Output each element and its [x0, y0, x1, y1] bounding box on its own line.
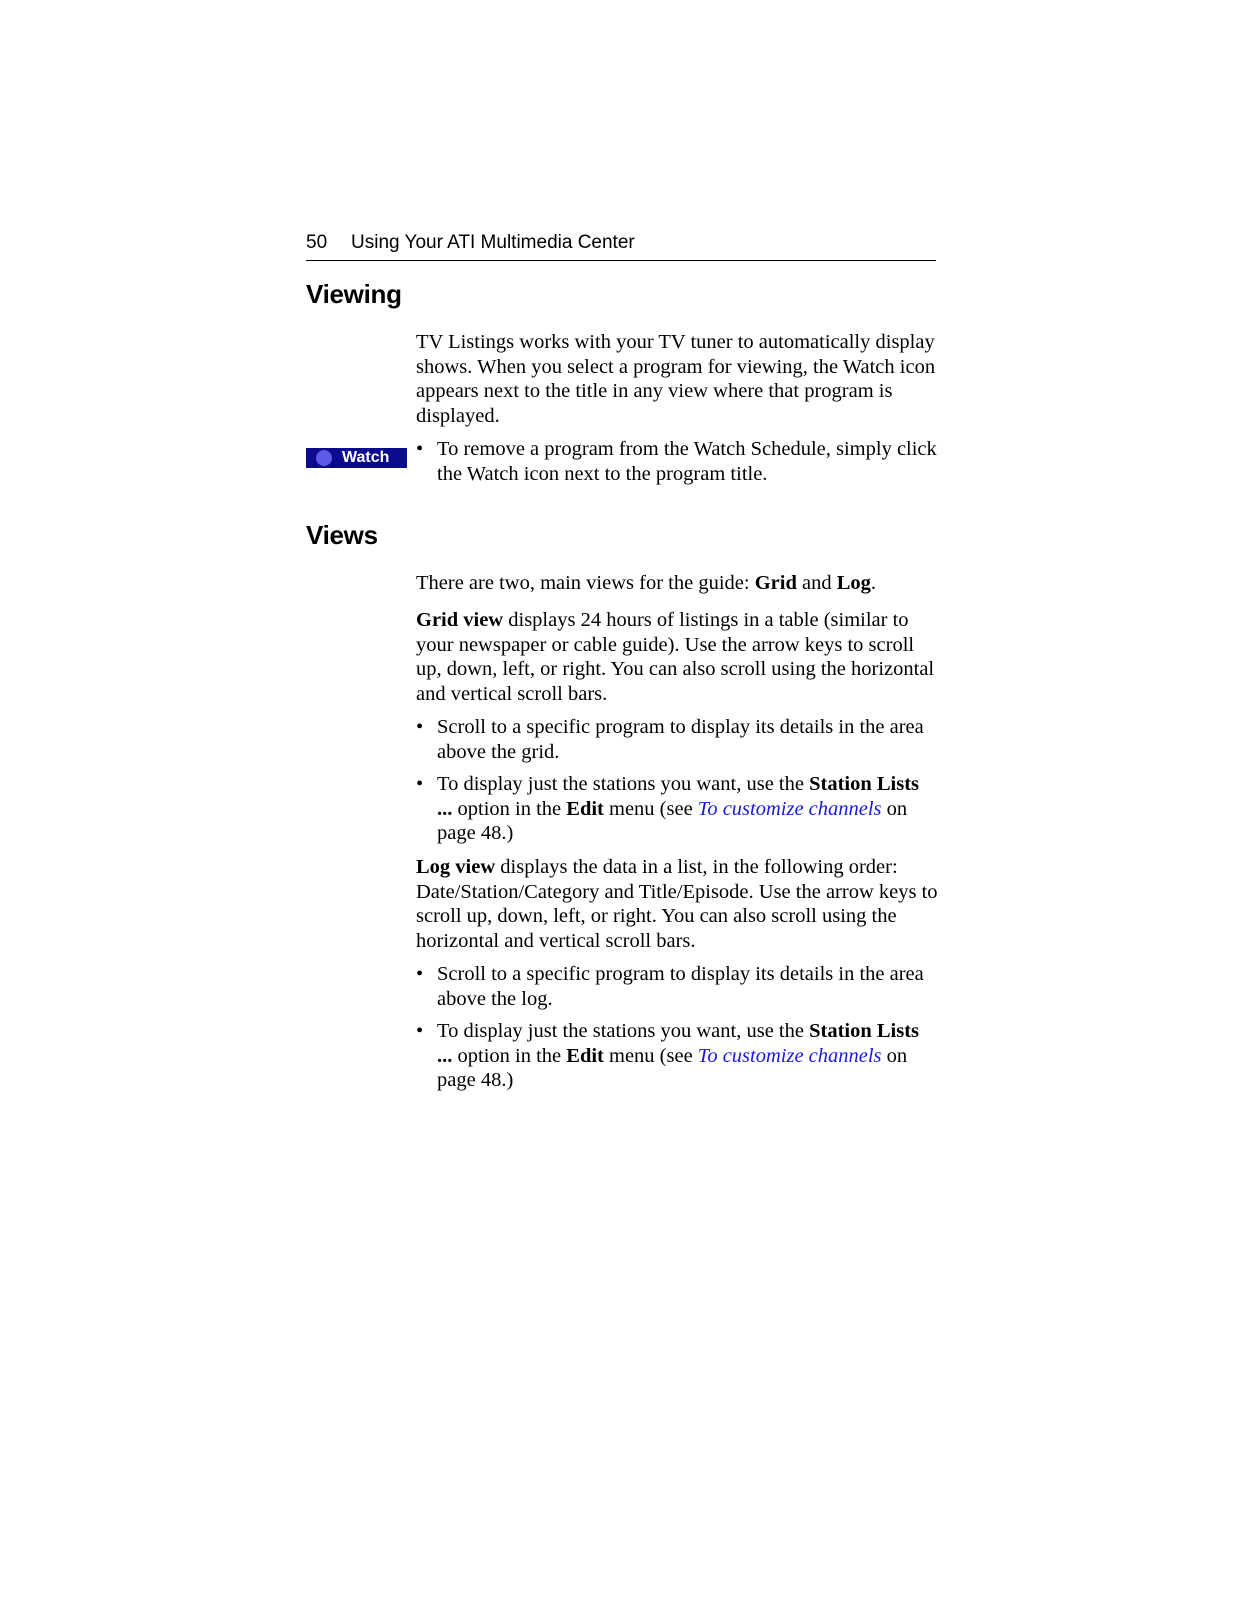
customize-channels-link[interactable]: To customize channels [697, 797, 882, 820]
bullet-dot: • [416, 1020, 424, 1042]
text-run: displays the data in a list, in the following order: Date/Station/Category and Title/Episode. Use the arrow keys to scroll up, down, left, or right. You can also scroll using the horizontal and vertical scroll bars. [416, 856, 938, 952]
watch-icon-label: Watch [342, 449, 390, 466]
grid-view-paragraph [416, 608, 938, 706]
text-run: displays 24 hours of listings in a table (similar to your newspaper or cable guide). Use the arrow keys to scroll up, down, left, or right. You can also scroll using the horizontal and vertical scroll bars. [416, 609, 935, 705]
grid-bullet-2 [416, 772, 938, 846]
text-run: To display just the stations you want, use the [437, 1020, 810, 1042]
page-header [306, 230, 936, 261]
text-run: and [796, 572, 837, 594]
grid-view-text [416, 608, 938, 706]
log-bullet-1-text: Scroll to a specific program to display its details in the area above the log. [437, 963, 924, 1010]
text-run: To display just the stations you want, use the [437, 773, 810, 795]
text-run: on page 48.) [437, 1044, 908, 1091]
text-run: menu (see [603, 1044, 698, 1067]
log-bullet-1 [416, 962, 938, 1011]
bullet-dot: • [416, 438, 424, 460]
term-station-lists: Station Lists ... [437, 773, 920, 820]
page-number: 50 [306, 232, 328, 253]
heading-viewing: Viewing [306, 279, 402, 309]
list-item [416, 962, 938, 1011]
watch-circle-icon [316, 450, 332, 466]
viewing-bullet-block [416, 437, 938, 486]
bullet-dot: • [416, 963, 424, 985]
log-view-text [416, 855, 938, 953]
grid-bullet-1-text: Scroll to a specific program to display its details in the area above the grid. [437, 716, 924, 763]
term-grid: Grid [754, 572, 797, 594]
bullet-dot: • [416, 716, 424, 738]
text-run: There are two, main views for the guide: [416, 572, 755, 594]
heading-views: Views [306, 520, 378, 550]
term-edit: Edit [566, 797, 604, 820]
customize-channels-link[interactable]: To customize channels [697, 1044, 882, 1067]
log-bullet-2-text [437, 1020, 919, 1091]
list-item [416, 1019, 938, 1093]
text-run: . [870, 572, 877, 594]
grid-bullet-1 [416, 715, 938, 764]
term-grid-view: Grid view [416, 609, 504, 631]
list-item [416, 715, 938, 764]
text-run: option in the [452, 1044, 567, 1067]
list-item [416, 772, 938, 846]
text-run: on page 48.) [437, 797, 908, 844]
views-intro [416, 571, 938, 596]
viewing-section [416, 330, 938, 428]
term-edit: Edit [566, 1044, 604, 1067]
log-view-paragraph [416, 855, 938, 953]
text-run: option in the [452, 797, 567, 820]
text-run: menu (see [603, 797, 698, 820]
views-intro-paragraph [416, 571, 938, 596]
log-bullet-2 [416, 1019, 938, 1093]
term-station-lists: Station Lists ... [437, 1020, 920, 1067]
list-item [416, 437, 938, 486]
watch-icon [306, 448, 407, 468]
grid-bullet-2-text [437, 773, 919, 844]
term-log-view: Log view [416, 856, 496, 878]
term-log: Log [836, 572, 871, 594]
running-title: Using Your ATI Multimedia Center [351, 232, 635, 253]
viewing-bullet-text: To remove a program from the Watch Schedule, simply click the Watch icon next to the program title. [437, 438, 937, 485]
viewing-intro: TV Listings works with your TV tuner to automatically display shows. When you select a program for viewing, the Watch icon appears next to the title in any view where that program is displayed. [416, 331, 936, 427]
bullet-dot: • [416, 773, 424, 795]
